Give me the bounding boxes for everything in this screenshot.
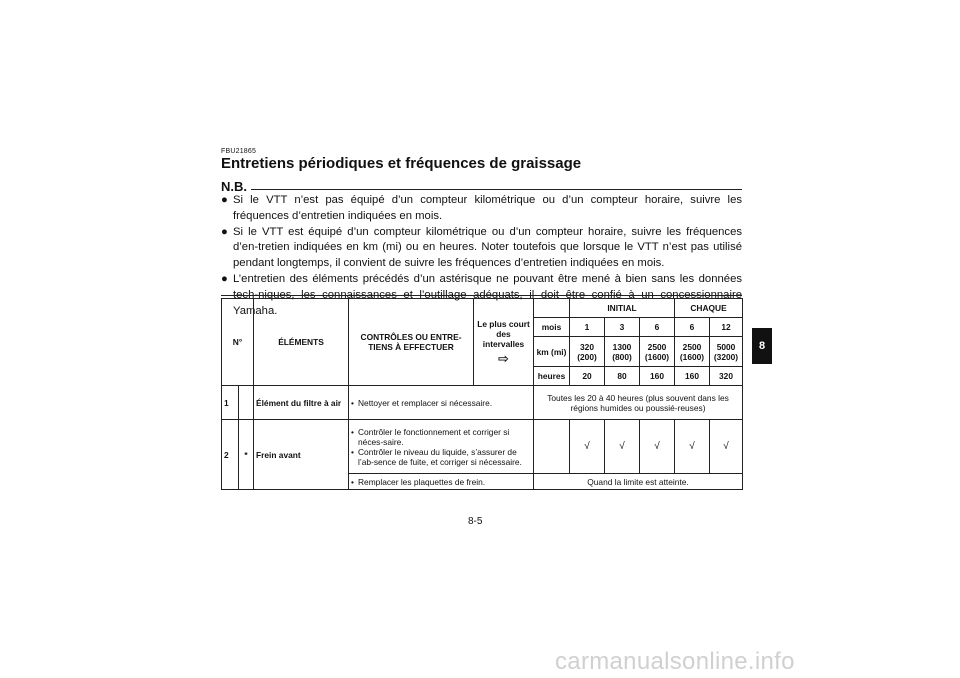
list-item <box>351 427 531 447</box>
bullet-icon: ● <box>221 194 228 206</box>
header-shortest-label: Le plus court des intervalles <box>477 319 530 349</box>
interval-value: 3 <box>605 318 640 337</box>
interval-value: 1 <box>570 318 605 337</box>
interval-value: 2500 (1600) <box>675 337 710 367</box>
bullet-icon: • <box>351 397 354 408</box>
bullet-icon: • <box>351 476 354 487</box>
header-each: CHAQUE <box>675 299 743 318</box>
interval-value: 320 (200) <box>570 337 605 367</box>
bullet-icon: ● <box>221 225 228 238</box>
interval-value: 160 <box>640 367 675 386</box>
row-star: * <box>239 420 254 490</box>
row-interval-text: Quand la limite est atteinte. <box>534 474 743 490</box>
nb-rule <box>221 189 742 190</box>
controls-list <box>351 398 531 408</box>
bullet-icon: ● <box>221 272 228 285</box>
check-mark: √ <box>710 420 743 474</box>
control-text: Nettoyer et remplacer si nécessaire. <box>358 397 493 408</box>
interval-label: heures <box>534 367 570 386</box>
interval-label: km (mi) <box>534 337 570 367</box>
row-interval-text: Toutes les 20 à 40 heures (plus souvent dans les régions humides ou poussié-reuses) <box>534 386 743 420</box>
page-title: Entretiens périodiques et fréquences de graissage <box>221 155 582 172</box>
row-element: Frein avant <box>254 420 349 490</box>
interval-value: 80 <box>605 367 640 386</box>
interval-value: 160 <box>675 367 710 386</box>
list-item <box>351 477 531 487</box>
header-initial: INITIAL <box>570 299 675 318</box>
controls-list <box>351 477 531 487</box>
page-number: 8-5 <box>468 516 483 527</box>
check-mark: √ <box>570 420 605 474</box>
note-text: L’entretien des éléments précédés d’un astérisque ne pouvant être mené à bien sans les données tech-niques, les connaissances et l’outillage adéquats, il doit être confié à un concessionnaire Yamaha. <box>233 272 742 317</box>
table-row <box>222 386 743 420</box>
control-text: Contrôler le fonctionnement et corriger si néces-saire. <box>358 426 510 447</box>
row-interval-blank <box>534 420 570 474</box>
interval-value: 5000 (3200) <box>710 337 743 367</box>
interval-value: 6 <box>675 318 710 337</box>
interval-value: 2500 (1600) <box>640 337 675 367</box>
row-number: 1 <box>222 386 239 420</box>
table-header-row <box>222 299 743 318</box>
header-shortest-interval <box>474 299 534 386</box>
note-item <box>221 193 742 225</box>
note-item <box>221 225 742 272</box>
check-mark: √ <box>675 420 710 474</box>
controls-list <box>351 427 531 467</box>
control-text: Contrôler le niveau du liquide, s’assurer de l’ab-sence de fuite, et corriger si nécessaire. <box>358 446 522 467</box>
row-number: 2 <box>222 420 239 490</box>
header-blank <box>534 299 570 318</box>
note-text: Si le VTT est équipé d’un compteur kilométrique ou d’un compteur horaire, suivre les fréquences d’en-tretien indiquées en km (mi) ou en heures. Noter toutefois que lorsque le VTT n’est pas utilisé pendant longtemps, il convient de suivre les fréquences d’entretien indiquées en mois. <box>233 225 742 270</box>
nb-end-rule <box>221 295 742 296</box>
check-mark: √ <box>640 420 675 474</box>
table-row <box>222 420 743 474</box>
interval-value: 20 <box>570 367 605 386</box>
nb-header <box>221 179 742 193</box>
list-item <box>351 447 531 467</box>
header-controls: CONTRÔLES OU ENTRE-TIENS À EFFECTUER <box>349 299 474 386</box>
interval-value: 1300 (800) <box>605 337 640 367</box>
interval-value: 320 <box>710 367 743 386</box>
maintenance-table <box>221 298 743 490</box>
header-no: N° <box>222 299 254 386</box>
control-text: Remplacer les plaquettes de frein. <box>358 476 486 487</box>
row-controls <box>349 474 534 490</box>
row-controls <box>349 420 534 474</box>
list-item <box>351 398 531 408</box>
arrow-right-icon: ⇨ <box>498 351 509 366</box>
row-controls <box>349 386 534 420</box>
row-element: Élément du filtre à air <box>254 386 349 420</box>
note-text: Si le VTT n’est pas équipé d’un compteur kilométrique ou d’un compteur horaire, suivre les fréquences d’entretien indiquées en mois. <box>233 194 742 222</box>
row-star <box>239 386 254 420</box>
check-mark: √ <box>605 420 640 474</box>
doc-code: FBU21865 <box>221 148 257 155</box>
header-elements: ÉLÉMENTS <box>254 299 349 386</box>
bullet-icon: • <box>351 426 354 437</box>
watermark: carmanualsonline.info <box>555 648 795 675</box>
interval-value: 6 <box>640 318 675 337</box>
interval-label: mois <box>534 318 570 337</box>
interval-value: 12 <box>710 318 743 337</box>
bullet-icon: • <box>351 446 354 457</box>
nb-label: N.B. <box>221 179 251 194</box>
chapter-tab: 8 <box>752 328 772 364</box>
